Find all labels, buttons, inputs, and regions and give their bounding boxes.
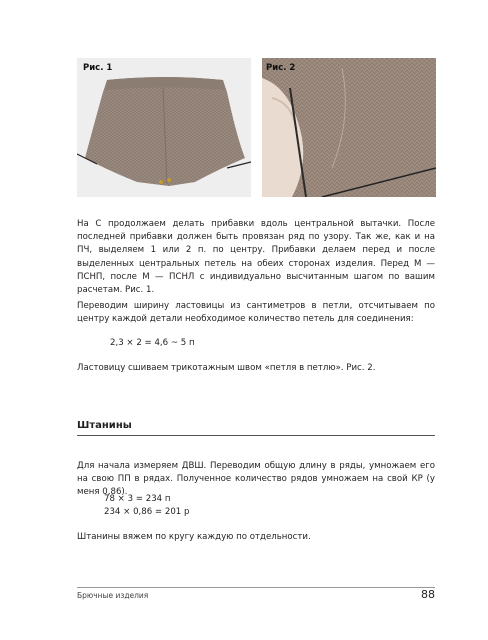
- formula-rows: 234 × 0,86 = 201 р: [104, 507, 190, 517]
- section-title: Штанины: [77, 420, 132, 431]
- section-rule: [77, 435, 435, 436]
- knitted-shorts-photo: [77, 58, 251, 197]
- paragraph-legs: Штанины вяжем по кругу каждую по отдельности.: [77, 532, 311, 542]
- seaming-photo: [262, 58, 436, 197]
- footer-rule: [77, 587, 435, 588]
- paragraph-seaming: Ластовицу сшиваем трикотажным швом «петля в петлю». Рис. 2.: [77, 363, 376, 373]
- formula-gusset: 2,3 × 2 = 4,6 ~ 5 п: [110, 338, 195, 348]
- figure-1: [77, 58, 251, 197]
- figure-2: [262, 58, 436, 197]
- figure-1-label: Рис. 1: [83, 63, 113, 73]
- formula-stitches: 78 × 3 = 234 п: [104, 494, 171, 504]
- figure-2-label: Рис. 2: [266, 63, 296, 73]
- footer-section-name: Брючные изделия: [77, 591, 149, 600]
- paragraph-gusset-width: Переводим ширину ластовицы из сантиметров в петли, отсчитываем по центру каждой детали необходимое количество петель для соединения:: [77, 301, 435, 325]
- paragraph-increases: На С продолжаем делать прибавки вдоль центральной вытачки. После последней прибавки должен быть провязан ряд по узору. Так же, как и на ПЧ, выделяем 1 или 2 п. по центру. Прибавки делаем перед и после выделенных центральных петель на обеих сторонах изделия. Перед М — ПСНП, после М — ПСНЛ с индивидуально высчитанным шагом по вашим расчетам. Рис. 1.: [77, 219, 435, 296]
- paragraph-measure: Для начала измеряем ДВШ. Переводим общую длину в ряды, умножаем его на свою ПП в рядах. Полученное количество рядов умножаем на свой КР (у меня 0,86).: [77, 461, 435, 498]
- page-number: 88: [421, 588, 435, 601]
